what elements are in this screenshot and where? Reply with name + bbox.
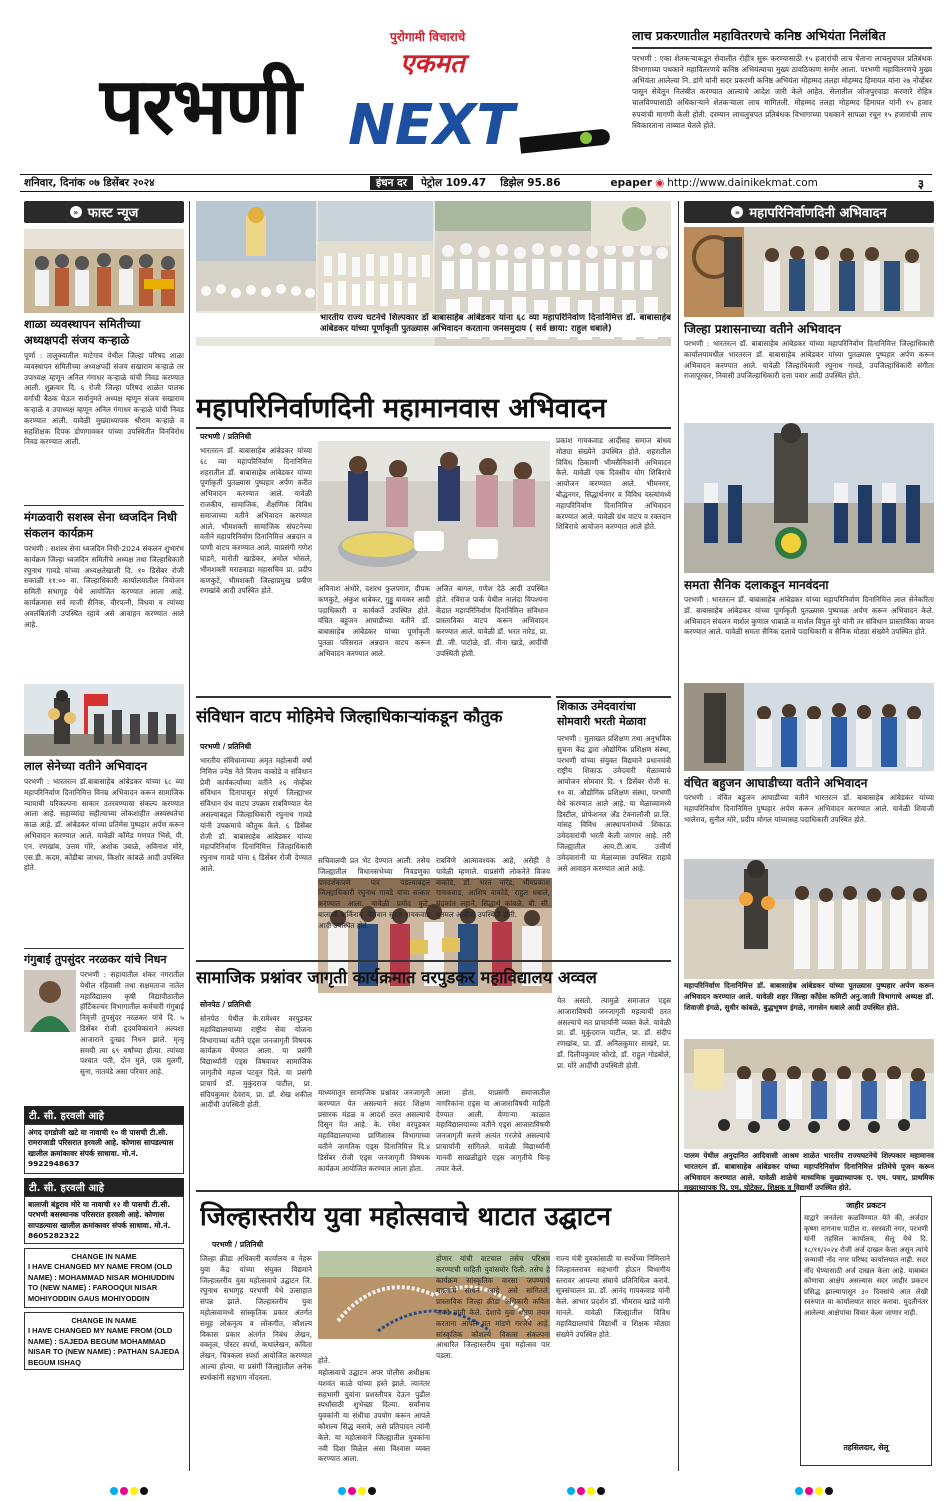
- lead-body-col1: भारतरत्न डॉ. बाबासाहेब आंबेडकर यांच्या ६८ व्या महापरिनिर्वाण दिनानिमित्त शहरातील डॉ. बाबासाहेब आंबेडकर यांच्या पूर्णाकृती पुतळ्यास पुष्पहार अर्पण करीत अभिवादन करण्यात आले. यावेळी राजकीय, सामाजिक, शैक्षणिक विविध समाजाच्या वतीने अभिवादन करण्यात आले. भीमशक्ती सामाजिक संघटनेच्या वतीने महापरिनिर्वाण दिनानिमित्त अन्नदान व पाणी वाटप करण्यात आले. याप्रसंगी गणेश घाडगे, मारोती खाडेकर, अमोल भोसले, भीमशक्ती मराठवाडा महासचिव प्रा. प्रदीप कणकुटे, भीमशक्ती जिल्हाप्रमुख प्रवीण रणखांबे आदी उपस्थित होते.: [200, 446, 312, 596]
- brand-logo: एकमत: [400, 49, 465, 79]
- story2-body3: राबविणे आत्मावश्यक आहे, असेही ते यावेळी म्हणाले. याप्रसंगी लोकनेते विजय वाकोडे, डॉ. भरत नारेड, भीमप्रकाश गायकवाड, आशिष वाकोडे, राहुल धबाले, चंद्रकांत लहाने, सिद्धार्थ कांबळे, बी. सी. धुतमल आदींची उपस्थिती होती.: [436, 856, 550, 919]
- district-admin-photo: [684, 227, 934, 317]
- story5-body4: राज्य मंत्री युवकांसाठी या स्पर्धेच्या निमित्ताने जिल्हास्तरावर सहभागी होऊन विभागीय स्तरावर आपल्या संघाचे प्रतिनिधित्व करावे. सूत्रसंचालन प्रा. डॉ. आनंद गायकवाड यांनी केले. आभार प्रदर्शन डॉ. भीमराव खाडे यांनी मानले. यावेळी जिल्ह्यातील विविध महाविद्यालयांचे विद्यार्थी व शिक्षक मोठ्या संख्येने उपस्थित होते.: [556, 1254, 670, 1339]
- story4-body2: माध्यमातून सामाजिक प्रश्नांवर जनजागृती करण्यात येत असल्याने सदर शिक्षण प्रसारक मंडळ व आदर्श ठरत असल्याचे दिसून येत आहे. के. रमेश वरपुडकर महाविद्यालयाच्या प्राणिशास्त्र विभागाच्या वतीने जागतिक एड्स दिनानिमित्त दि.४ डिसेंबर रोजी एड्स जनजागृती विषयक कार्यक्रम आयोजित करण्यात आला होता.: [318, 1088, 430, 1173]
- vanchit-photo: [684, 683, 934, 771]
- ad4-title: CHANGE IN NAME: [71, 1316, 137, 1326]
- story5-headline: जिल्हास्तरीय युवा महोत्सवाचे थाटात उद्घाटन: [200, 1202, 611, 1232]
- story2-byline: परभणी / प्रतिनिधी: [200, 742, 252, 751]
- lead-byline-bar: [196, 427, 671, 429]
- dance-photo-caption: होते.: [318, 1356, 331, 1365]
- diesel-price: डिझेल 95.86: [500, 177, 561, 189]
- lead-body-col4: प्रकाश गायकवाड आदींसह समाज बांधव मोठ्या संख्येने उपस्थित होते. शहरातील विविध ठिकाणी भीमसैनिकांनी अभिवादन केले. यावेळी एक दिवसीय योग शिबिराचे आयोजन करण्यात आले. भीमनगर, बौद्धनगर, सिद्धार्थनगर व विविध वस्त्यांमध्ये महापरिनिर्वाण दिनानिमित्त अभिवादन करण्यात आले. यावेळी ग्रंथ वाटप व रक्तदान शिबिराचे आयोजन करण्यात आले होते.: [556, 436, 671, 532]
- abhivadan-header: [684, 201, 934, 223]
- samta-sainik-photo: [684, 423, 934, 573]
- rphoto-caption2: पालम येथील अनुदानित आदिवासी आश्रम शाळेत भारतीय राज्यघटनेचे शिल्पकार महामानव भारतरत्न डॉ. बाबासाहेब आंबेडकर यांच्या महापरिनिर्वाण दिनानिमित्त प्रतिमेचे पूजन करून अभिवादन करण्यात आले. यावेळी शाळेचे माध्यमिक मुख्याध्यापक ए. एम. पवार, प्राथमिक मुख्याध्यापक पि. एम. घोटेकर, शिक्षक व विद्यार्थी उपस्थित होते.: [684, 1151, 934, 1193]
- epaper-label: epaper: [610, 177, 653, 189]
- rstory3-body: परभणी : वंचित बहुजन आघाडीच्या वतीने भारतरत्न डॉ. बाबासाहेब आंबेडकर यांच्या महापरिनिर्वाण दिनानिमित्त पुष्पहार अर्पण करून अभिवादन करण्यात आले. यावेळी शिवाजी भालेराव, सुनील मोरे, प्रदीप मोगल यांच्यासह पदाधिकारी उपस्थित होते.: [684, 793, 934, 824]
- page-number: ३: [917, 176, 924, 191]
- story4-body4: येत असतो. त्यामुळे समाजात एड्स आजाराविषयी जनजागृती महत्वाची ठरत असल्याचे मत प्राचार्यांनी व्यक्त केले. यावेळी प्रा. डॉ. मुकुंदराज पाटील, प्रा. डॉ. संदीप रणखांब, प्रा. डॉ. अनिलकुमार साखरे, प्रा. डॉ. दिलीपकुमार कोरडे, डॉ. राहुल गोडबोले, प्रा. मोरे आदींची उपस्थिती होती.: [557, 996, 671, 1070]
- lead-headline: महापरिनिर्वाणदिनी महामानवास अभिवादन: [196, 393, 607, 424]
- story1-headline: शाळा व्यवस्थापन समितीच्या अध्यक्षपदी संजय कऱ्हाळे: [24, 317, 141, 347]
- story3-body: परभणी : भारतरत्न डॉ.बाबासाहेब आंबेडकर यांच्या ६८ व्या महापरिनिर्वाण दिनानिमित्त विनम्र अभिवादन करून सामाजिक न्यायाची परिकल्पना साकार उतरवण्याचा संकल्प करण्यात आला आहे. सहाव्यांदा सहीत्याच्या लोकशाहीत अस्वस्थतेचा काळ आहे. डॉ. आंबेडकर यांच्या प्रतिमेस पुष्पहार अर्पण करून अभिवादन करण्यात आले. यावेळी कॉमेड गणपत भिसे, पी. एन. रणखांब, उत्तम गोरे, अशोक उबाळे, अविनाश मोरे, एस.डी. कदम, कोंडीबा जाधव, किशोर कांबळे आदी उपस्थित होते.: [24, 777, 184, 873]
- website-link[interactable]: http://www.dainikekmat.com: [667, 177, 818, 189]
- brush-swoosh: [519, 128, 610, 153]
- fuel-label: इंधन दर: [370, 176, 413, 190]
- reg-dots-3: [567, 1480, 607, 1494]
- reg-dots-1: [110, 1480, 150, 1494]
- story4-body: परभणी : सहायातील शंकर नगरातील येथील रहिवासी तथा सक्षमताज नातेल महाविद्यालय कृषी विद्यापीठातील हॉर्टिकल्चर विभागातील कर्मचारी गंगुबाई निवृत्ती तुपसुंदर नरळकर यांचे दि. ५ डिसेंबर रोजी हृदयविकाराने अल्पशा आजाराने दुःखद निधन झाले. मृत्यू समयी त्या ६९ वर्षांच्या होत्या. त्यांच्या पश्चात पती, दोन मुले, एक मुलगी, सुना, नातवंडे असा परिवार आहे.: [80, 970, 184, 1077]
- rphoto-caption1: महापरिनिर्वाण दिनानिमित्त डॉ. बाबासाहेब आंबेडकर यांच्या पुतळ्यास पुष्पहार अर्पण करून अभिवादन करण्यात आले. यावेळी शहर जिल्हा काँग्रेस कमिटी अनु.जाती विभागाचे अध्यक्ष डॉ. शिवाजी इंगळे, सुधीर कांबळे, बुद्धभूषण इंगळे, नागसेन धबाले आदी उपस्थित होते.: [684, 981, 934, 1012]
- story2-body: परभणी : सशस्त्र सेना ध्वजदिन निधी-2024 संकलन शुभारंभ कार्यक्रम जिल्हा ध्वजदिन समितीचे अध्यक्ष तथा जिल्हाधिकारी रघुनाथ गावडे यांच्या अध्यक्षतेखाली दि. १० डिसेंबर रोजी सकाळी ११:०० वा. जिल्हाधिकारी कार्यालयातील नियोजन समिती सभागृह येथे आयोजित करण्यात आला आहे. कार्यक्रमास सर्व माजी सैनिक, वीरपत्नी, विधवा व त्यांच्या अवलंबितांनी उपस्थित रहावे असे आवाहन करण्यात आले आहे.: [24, 544, 184, 629]
- arrow-icon: »: [731, 206, 743, 218]
- swoosh-accent: [580, 132, 592, 144]
- next-logo: NEXT: [348, 93, 515, 158]
- ad3-title: CHANGE IN NAME: [71, 1252, 137, 1262]
- rstory1-headline: जिल्हा प्रशासनाच्या वतीने अभिवादन: [684, 322, 841, 336]
- story5-body3: होणार यांची वाटचाल तसेच परिश्रम करण्याची माहिती युवांसमोर दिली. तसेच हे कार्यक्रम सांस्कृतिक वारसा जपण्याचे महत्वाचे साधन आहे असे सांगितले. प्रास्ताविक जिल्हा क्रीडा अधिकारी कविता नावंदे यांनी केले. देशाचे युवा धोरण तयार करताना आपले मत मांडणे गरजेचे आहे. सांस्कृतिक कौशल्य विकास संकल्पना आधारित जिल्हास्तरीय युवा महोत्सव पार पडला.: [436, 1254, 550, 1361]
- abhivadan-title: महापरिनिर्वाणदिनी अभिवादन: [749, 206, 887, 221]
- reg-dots-2: [338, 1480, 378, 1494]
- public-notice: [800, 1196, 932, 1466]
- arrow-icon: »: [70, 206, 82, 218]
- rstory2-headline: समता सैनिक दलाकडून मानवंदना: [684, 578, 829, 592]
- congress-photo: [684, 859, 934, 979]
- story4-headline-center: सामाजिक प्रश्नांवर जागृती कार्यक्रमात वरपुडकर महाविद्यालय अव्वल: [196, 968, 597, 987]
- rstory2-body: परभणी : भारतरत्न डॉ. बाबासाहेब आंबेडकर यांच्या महापरिनिर्वाण दिनानिमित्त लाल सेनेकरिता डॉ. बाबासाहेब आंबेडकर यांच्या पूर्णाकृती पुतळ्यास पुष्पचक्र अर्पण करून अभिवादन केले. अभिवादन संचलन मार्शल कुणाल धाबाळे व मार्शल विपुल मुरे यांनी तर संविधान प्रास्ताविका वाचन करण्यात आले. यावेळी समता सैनिक दलाचे पदाधिकारी व सैनिक मोठ्या संख्येने उपस्थित होते.: [684, 595, 934, 637]
- rstory3-headline: वंचित बहुजन आघाडीच्या वतीने अभिवादन: [684, 776, 868, 790]
- lead-body-col2: अविनाश अंभोरे, दशरथ फुलपगार, दीपक कणकुटे, अंकुश धाबेकर, गुड्डू वायकर आदी पदाधिकारी व कार्यकर्ते उपस्थित होते. वंचित बहुजन आघाडीच्या वतीने डॉ. बाबासाहेब आंबेडकर यांच्या पूर्णाकृती पुतळा परिसरात अन्नदान वाटप करून अभिवादन करण्यात आले.: [318, 584, 430, 658]
- ad2-body: बालाजी बंडूराव मोरे या नावाची १२ वी पासची टी.सी. परभणी बसस्थानक परिसरात हरवली आहे. कोणास सापडल्यास खालील क्रमांकावर संपर्क साधावा. मो.नं. 8605282322: [24, 1196, 184, 1244]
- ad1-body: अंगद दगडोजी खटे या नावाची १० वी पासची टी.सी. रामराजाडी परिसरात हरवली आहे. कोणास सापडल्यास खालील क्रमांकावर संपर्क साधावा. मो.नं. 9922948637: [24, 1124, 184, 1174]
- ad3-body: I HAVE CHANGED MY NAME FROM (OLD NAME) : MOHAMMAD NISAR MOHIUDDIN TO (NEW NAME) : FAROOQUI NISAR MOHIYODDIN GAUS MOHIYODDIN: [28, 1262, 175, 1303]
- notice-title: जाहीर प्रकटन: [846, 1201, 886, 1210]
- story5-body2: महोत्सवाचे उद्घाटन अपर पोलीस अधीक्षक यशवंत काळे यांच्या हस्ते झाले. त्यानंतर सहभागी युवांना प्रशस्तीपत्र देऊन पुढील स्पर्धांसाठी शुभेच्छा दिल्या. सर्वांनाच युवकांनी या संधीचा उपयोग करून आपले कौशल्य सिद्ध करावे, असे प्रतिपादन त्यांनी केले. या महोत्सवाने जिल्ह्यातील युवकांना नवी दिशा मिळेल असा विश्वास व्यक्त करण्यात आला.: [318, 1368, 430, 1464]
- rstory1-body: परभणी : भारतरत्न डॉ. बाबासाहेब आंबेडकर यांच्या महापरिनिर्वाण दिनानिमित्त जिल्हाधिकारी कार्यालयामधील भारतरत्न डॉ. बाबासाहेब आंबेडकर यांच्या पुतळ्यास पुष्पहार अर्पण करून अभिवादन करण्यात आले. यावेळी जिल्हाधिकारी रघुनाथ गावडे, उपजिल्हाधिकारी संगीता राजापूरकर, निवासी उपजिल्हाधिकारी दत्ता पवार आदी उपस्थित होते.: [684, 339, 934, 381]
- petrol-price: पेट्रोल 109.47: [420, 177, 487, 189]
- registration-marks: [0, 1480, 945, 1494]
- ad1-title: टी. सी. हरवली आहे: [24, 1106, 184, 1124]
- fast-news-header: [24, 201, 184, 223]
- top-news-headline: लाच प्रकरणातील महावितरणचे कनिष्ठ अभियंता निलंबित: [632, 27, 932, 49]
- fast-news-title: फास्ट न्यूज: [87, 206, 139, 221]
- lead-byline: परभणी / प्रतिनिधी: [200, 432, 252, 441]
- reg-dots-4: [795, 1480, 835, 1494]
- globe-icon: ◉: [655, 177, 665, 189]
- ad2-title: टी. सी. हरवली आहे: [24, 1178, 184, 1196]
- story4-body3: आला होता. याप्रसंगी समाजातील नागरिकांना एड्स या आजाराविषयी माहिती देण्यात आली. येणाऱ्या काळात महाविद्यालयाच्या वतीने एड्स आजाराविषयी जनजागृती करणे अत्यंत गरजेचे असल्याचे प्राचार्यांनी सांगितले. यावेळी विद्यार्थ्यांनी मानवी साखळीद्वारे एड्स जागृतीचे चिन्ह तयार केले.: [436, 1088, 550, 1173]
- story4-body: सोनपेठ येथील के.रामेश्वर वरपुडकर महाविद्यालयाच्या राष्ट्रीय सेवा योजना विभागाच्या वतीने एड्स जनजागृती विषयक कार्यक्रम घेण्यात आला. या प्रसंगी विद्यार्थ्यांनी एड्स विषयावर सामाजिक जागृतीचे महत्त्व पटवून दिले. या प्रसंगी प्राचार्य डॉ. मुकुंदराज पाटील, प्रा. संदिपकुमार देवराय, प्रा. डॉ. शेख शकील आदींची उपस्थिती होती.: [200, 1014, 312, 1110]
- ashram-school-photo: [684, 1039, 934, 1149]
- story3-headline-center: शिकाऊ उमेदवारांचा सोमवारी भरती मेळावा: [557, 700, 646, 728]
- story5-byline: परभणी / प्रतिनिधी: [212, 1240, 264, 1249]
- story3-body: परभणी : मुलाखत प्रशिक्षण तथा अनुभविक सुचना केंद्र द्वारा औद्योगिक प्रशिक्षण संस्था, परभणी यांच्या संयुक्त विद्यमाने प्रधानमंत्री राष्ट्रीय शिकाऊ उमेदवारी मेळाव्याचे आयोजन सोमवार दि. ९ डिसेंबर रोजी स. १० वा. औद्योगिक प्रशिक्षण संस्था, परभणी येथे करण्यात आले आहे. या मेळाव्यामध्ये डिस्टील, प्रोफेशनल अँड टेक्नालॉजी प्रा.लि. यांसह विविध आस्थापनांमध्ये शिकाऊ उमेदवारांची भरती केली जाणार आहे. तरी जिल्ह्यातील आय.टी.आय. उत्तीर्ण उमेदवारांनी या मेळाव्यास उपस्थित राहावे असे आवाहन करण्यात आले आहे.: [557, 734, 671, 873]
- masthead: [20, 28, 620, 163]
- story1-body: पूर्णा : तालुक्यातील माटेगाव येथील जिल्हा परिषद शाळा व्यवस्थापन समितीच्या अध्यक्षपदी संजय सखाराम कऱ्हाळे तर उपाध्यक्ष म्हणून अनिल गंगाधर कऱ्हाळे यांची निवड करण्यात आली. शुक्रवार दि. ६ रोजी जिल्हा परिषद शाळेत पालक वर्गाची बैठक घेऊन सर्वानुमते अध्यक्ष म्हणून संजय सखाराम कऱ्हाळे व उपाध्यक्ष म्हणून अनिल गंगाधर कऱ्हाळे यांची निवड करण्यात आली. यावेळी मुख्याध्यापक श्रीराम कऱ्हाळे व सहशिक्षक दिपक डोणगावकर यांच्या उपस्थितीत विनविरोध निवड करण्यात आली.: [24, 351, 184, 447]
- date-bar: [20, 174, 932, 192]
- tagline: पुरोगामी विचाराचे: [390, 30, 466, 44]
- city-title: परभणी: [100, 62, 300, 152]
- story2-body2: सचिवालयी प्रत भेट देण्यात आली. तसेच जिल्ह्यातील विधानसभेच्या निवडणुका पारदर्शकपणे पार पडल्याबद्दल जिल्ह्याधिकारी रघुनाथ गावडे यांचा सत्कार करण्यात आला. यावेळी प्रमोद कुटे, बालाजी पार्किराय, पैलवान सुरज गायकवाड आदी उपस्थित होते.: [318, 856, 430, 930]
- obituary-portrait: [24, 970, 76, 1032]
- top-news: [632, 27, 932, 167]
- top-news-body: परभणी : एका शेतकऱ्याकडून सेवालीत रोहीत्र सुरू करण्यासाठी १५ हजारांची लाच घेताना लाचलुचपत प्रतिबंधक विभागाच्या पथकाने महावितरणचे कनिष्ठ अभियंत्याचा मुख्य ठावठिकाण समोर आला. परभणी महावितरणचे मुख्य अभियंता आलेल्या नि. डांगे यांनी सदर प्रकरणी कनिष्ठ अभियंता मोहम्मद तलहा मोहम्मद हिमायत यांना २७ नोव्हेंबर पासून सेवेतून निलंबीत करण्यात आल्याचे आदेश जारी केले आहेत. सेलातील जोजपुरवाडा करणारे रोहित्र चालविण्यासाठी अधिकाऱ्याने शेतकऱ्याला लाच मागितली. मोहम्मद तलहा मोहम्मद हिमायत यांनी १५ हजार रुपयांची मागणी केली होती. दरम्यान लाचलुचपत प्रतिबंधक विभागाच्या पथकाने सापळा रचून १५ हजारांची लाच स्विकारताना ताब्यात घेतले होते.: [632, 54, 932, 130]
- story4-headline: गंगुबाई तुपसुंदर नरळकर यांचे निधन: [24, 953, 167, 967]
- ad4-body: I HAVE CHANGED MY NAME FROM (OLD NAME) : SAJEDA BEGUM MOHAMMAD NISAR TO (NEW NAME) : PATHAN SAJEDA BEGUM ISHAQ: [28, 1326, 180, 1367]
- sms-committee-photo: [24, 229, 184, 313]
- story5-body: जिल्हा क्रीडा अधिकारी कार्यालय व नेहरू युवा केंद्र यांच्या संयुक्त विद्यमाने जिल्हास्तरीय युवा महोत्सवाचे उद्घाटन जि. रघुनाथ सभागृह परभणी येथे उत्साहात संपन्न झाले. जिल्हास्तरीय युवा महोत्सवामध्ये सांस्कृतिक प्रकार अंतर्गत समूह लोकनृत्य व लोकगीत, कौशल्य विकास प्रकार अंतर्गत निबंध लेखन, वक्तृत्व, पोस्टर स्पर्धा, कथालेखन, कविता लेखन, चित्रकला स्पर्धा आयोजित करण्यात आल्या होत्या. या प्रसंगी जिल्ह्यातील अनेक स्पर्धकांनी सहभाग नोंदवला.: [200, 1254, 312, 1382]
- notice-sign: तहसिलदार, सेलू: [843, 1443, 889, 1452]
- notice-body: याद्वारे जनतेला कळविण्यात येते की, अर्जदार कृष्णा नागनाथ पाटील रा. सरस्वती नगर, परभणी यांनी तहसिल कार्यालय, सेलू येथे दि. १८/११/२०२४ रोजी अर्ज दाखल केला असून त्यांचे जन्माची नोंद नगर परिषद कार्यालयात नाही. सदर नोंद घेण्यासाठी अर्ज दाखल केला आहे. याबाबत कोणाचा आक्षेप असल्यास सदर जाहीर प्रकटन प्रसिद्ध झाल्यापासून ३० दिवसांचे आत लेखी स्वरुपात या कार्यालयात सादर करावा. मुदतीनंतर आलेल्या आक्षेपांचा विचार केला जाणार नाही.: [804, 1214, 928, 1317]
- story2-headline: मंगळवारी सशस्त्र सेना ध्वजदिन निधी संकलन कार्यक्रम: [24, 510, 177, 540]
- story3-headline: लाल सेनेच्या वतीने अभिवादन: [24, 759, 147, 774]
- story2-body: भारतीय संविधानाच्या अमृत महोत्सवी वर्षा निमित्त ज्येष्ठ नेते विजय वाकोडे व संविधान प्रेमी कार्यकर्त्यांच्या वतीने २६ नोव्हेंबर संविधान दिनापासून संपूर्ण जिल्ह्याभर संविधान ग्रंथ वाटप उपक्रम राबविण्यात येत असल्याबद्दल जिल्हाधिकारी रघुनाथ गावडे यांनी उपक्रमाचे कौतुक केले. ६ डिसेंबर रोजी डॉ. बाबासाहेब आंबेडकर यांच्या महापरिनिर्वाण दिनानिमित्त जिल्हाधिकारी रघुनाथ गावडे यांना ६ डिसेंबर रोजी देण्यात आले.: [200, 756, 312, 873]
- right-column: [684, 201, 934, 1191]
- story4-byline: सोनपेठ / प्रतिनिधी: [200, 1000, 251, 1009]
- story2-headline-center: संविधान वाटप मोहिमेचे जिल्हाधिकाऱ्यांकडून कौतुक: [196, 707, 503, 726]
- lal-sena-photo: [24, 684, 184, 756]
- left-column: [24, 201, 184, 1471]
- issue-date: शनिवार, दिनांक ०७ डिसेंबर २०२४: [24, 177, 155, 189]
- lead-body-col3: अजित बागल, गणेश देठे आदी उपस्थित होते. रविराज पार्क येथील नालंदा विपश्यना केंद्रात महापरिनिर्वाण दिनानिमित्त संविधान प्रास्ताविका वाटप करून अभिवादन करण्यात आले. यावेळी डॉ. भरत नारेड, प्रा. डी. जी. पाटोळे, डॉ. नीना खाडे, आदींची उपस्थिती होती.: [436, 584, 548, 658]
- collage-caption: भारतीय राज्य घटनेचे शिल्पकार डॉ बाबासाहेब आंबेडकर यांना ६८ व्या महापरिनिर्वाण दिनानिमित्त डॉ. बाबासाहेब आंबेडकर यांच्या पूर्णाकृती पुतळ्यास अभिवादन करताना जनसमुदाय ( सर्व छाया: राहुल धबाले): [196, 313, 671, 337]
- lead-food-photo: [318, 441, 550, 581]
